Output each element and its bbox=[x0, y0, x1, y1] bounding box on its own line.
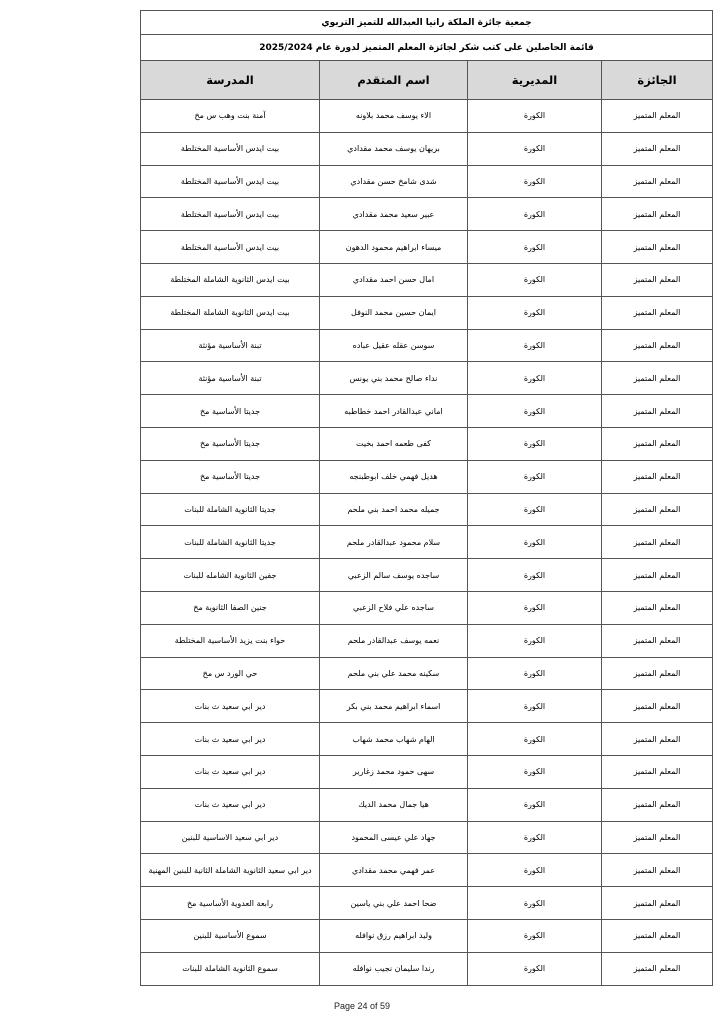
table-row bbox=[141, 821, 713, 854]
name-cell: هيا جمال محمد الديك bbox=[320, 788, 468, 821]
name-cell: عمر فهمي محمد مقدادي bbox=[320, 854, 468, 887]
directorate-cell: الكورة bbox=[468, 132, 602, 165]
column-header-school: المدرسة bbox=[141, 61, 320, 100]
table-row bbox=[141, 493, 713, 526]
directorate-cell: الكورة bbox=[468, 755, 602, 788]
school-cell: دير ابي سعيد ث بنات bbox=[141, 755, 320, 788]
school-cell: بيت ايدس الأساسية المختلطة bbox=[141, 198, 320, 231]
school-cell: تبنة الأساسية مؤنثة bbox=[141, 329, 320, 362]
table-row bbox=[141, 165, 713, 198]
directorate-cell: الكورة bbox=[468, 296, 602, 329]
school-cell: دير ابي سعيد ث بنات bbox=[141, 723, 320, 756]
directorate-cell: الكورة bbox=[468, 493, 602, 526]
subtitle-row bbox=[141, 35, 713, 61]
table-row bbox=[141, 100, 713, 133]
document-subtitle: قائمة الحاصلين على كتب شكر لجائزة المعلم المتميز لدورة عام 2025/2024 bbox=[141, 35, 713, 61]
school-cell: آمنة بنت وهب س مخ bbox=[141, 100, 320, 133]
table-row bbox=[141, 788, 713, 821]
name-cell: ميساء ابراهيم محمود الدهون bbox=[320, 231, 468, 264]
award-cell: المعلم المتميز bbox=[602, 919, 713, 952]
award-cell: المعلم المتميز bbox=[602, 296, 713, 329]
directorate-cell: الكورة bbox=[468, 231, 602, 264]
directorate-cell: الكورة bbox=[468, 821, 602, 854]
title-row bbox=[141, 11, 713, 35]
school-cell: دير ابي سعيد الاساسية للبنين bbox=[141, 821, 320, 854]
directorate-cell: الكورة bbox=[468, 329, 602, 362]
name-cell: وليد ابراهيم رزق نوافله bbox=[320, 919, 468, 952]
name-cell: نعمه يوسف عبدالقادر ملحم bbox=[320, 624, 468, 657]
award-cell: المعلم المتميز bbox=[602, 100, 713, 133]
column-header-row bbox=[141, 61, 713, 100]
page-number: Page 24 of 59 bbox=[333, 1001, 391, 1011]
school-cell: بيت ايدس الأساسية المختلطة bbox=[141, 165, 320, 198]
school-cell: بيت ايدس الأساسية المختلطة bbox=[141, 231, 320, 264]
column-header-directorate: المديرية bbox=[468, 61, 602, 100]
table-row bbox=[141, 296, 713, 329]
award-cell: المعلم المتميز bbox=[602, 657, 713, 690]
school-cell: حواء بنت يزيد الأساسية المختلطة bbox=[141, 624, 320, 657]
school-cell: بيت ايدس الأساسية المختلطة bbox=[141, 132, 320, 165]
directorate-cell: الكورة bbox=[468, 657, 602, 690]
school-cell: سموع الأساسية للبنين bbox=[141, 919, 320, 952]
table-row bbox=[141, 887, 713, 920]
name-cell: امال حسن احمد مقدادي bbox=[320, 263, 468, 296]
directorate-cell: الكورة bbox=[468, 165, 602, 198]
name-cell: جميله محمد احمد بني ملحم bbox=[320, 493, 468, 526]
award-cell: المعلم المتميز bbox=[602, 460, 713, 493]
column-header-name: اسم المتقدم bbox=[320, 61, 468, 100]
name-cell: سوسن عقله عقيل عباده bbox=[320, 329, 468, 362]
award-cell: المعلم المتميز bbox=[602, 198, 713, 231]
name-cell: ايمان حسين محمد النوفل bbox=[320, 296, 468, 329]
directorate-cell: الكورة bbox=[468, 887, 602, 920]
name-cell: نداء صالح محمد بني يونس bbox=[320, 362, 468, 395]
directorate-cell: الكورة bbox=[468, 460, 602, 493]
award-cell: المعلم المتميز bbox=[602, 821, 713, 854]
name-cell: سهى حمود محمد زغارير bbox=[320, 755, 468, 788]
name-cell: ساجده يوسف سالم الزعبي bbox=[320, 559, 468, 592]
school-cell: جديتا الأساسية مخ bbox=[141, 395, 320, 428]
directorate-cell: الكورة bbox=[468, 788, 602, 821]
directorate-cell: الكورة bbox=[468, 198, 602, 231]
table-row bbox=[141, 559, 713, 592]
name-cell: بريهان يوسف محمد مقدادي bbox=[320, 132, 468, 165]
name-cell: جهاد علي عيسى المحمود bbox=[320, 821, 468, 854]
award-cell: المعلم المتميز bbox=[602, 263, 713, 296]
name-cell: اسماء ابراهيم محمد بني بكر bbox=[320, 690, 468, 723]
name-cell: كفى طعمه احمد بخيت bbox=[320, 427, 468, 460]
name-cell: سلام محمود عبدالقادر ملحم bbox=[320, 526, 468, 559]
table-body bbox=[141, 100, 713, 986]
table-row bbox=[141, 952, 713, 985]
school-cell: حي الورد س مخ bbox=[141, 657, 320, 690]
award-table bbox=[140, 10, 713, 986]
name-cell: اماني عبدالقادر احمد خطاطبه bbox=[320, 395, 468, 428]
column-header-award: الجائزة bbox=[602, 61, 713, 100]
award-cell: المعلم المتميز bbox=[602, 427, 713, 460]
school-cell: بيت ايدس الثانوية الشاملة المختلطة bbox=[141, 263, 320, 296]
award-cell: المعلم المتميز bbox=[602, 329, 713, 362]
table-row bbox=[141, 395, 713, 428]
directorate-cell: الكورة bbox=[468, 395, 602, 428]
name-cell: هديل فهمي خلف ابوطبنجه bbox=[320, 460, 468, 493]
school-cell: جديتا الثانوية الشاملة للبنات bbox=[141, 493, 320, 526]
school-cell: جنين الصفا الثانوية مخ bbox=[141, 591, 320, 624]
table-row bbox=[141, 624, 713, 657]
school-cell: بيت ايدس الثانوية الشاملة المختلطة bbox=[141, 296, 320, 329]
directorate-cell: الكورة bbox=[468, 624, 602, 657]
table-row bbox=[141, 526, 713, 559]
directorate-cell: الكورة bbox=[468, 690, 602, 723]
table-row bbox=[141, 231, 713, 264]
award-list-sheet bbox=[140, 10, 712, 986]
table-row bbox=[141, 132, 713, 165]
school-cell: رابعة العدوية الأساسية مخ bbox=[141, 887, 320, 920]
school-cell: جديتا الأساسية مخ bbox=[141, 460, 320, 493]
award-cell: المعلم المتميز bbox=[602, 755, 713, 788]
table-row bbox=[141, 723, 713, 756]
name-cell: الاء يوسف محمد بلاونه bbox=[320, 100, 468, 133]
table-row bbox=[141, 362, 713, 395]
school-cell: دير ابي سعيد الثانوية الشاملة الثانية للبنين المهنية bbox=[141, 854, 320, 887]
document-title: جمعية جائزة الملكة رانيا العبدالله للتميز التربوي bbox=[141, 11, 713, 35]
award-cell: المعلم المتميز bbox=[602, 493, 713, 526]
table-row bbox=[141, 919, 713, 952]
directorate-cell: الكورة bbox=[468, 591, 602, 624]
table-row bbox=[141, 854, 713, 887]
directorate-cell: الكورة bbox=[468, 723, 602, 756]
table-row bbox=[141, 198, 713, 231]
table-row bbox=[141, 591, 713, 624]
award-cell: المعلم المتميز bbox=[602, 362, 713, 395]
table-row bbox=[141, 657, 713, 690]
table-row bbox=[141, 755, 713, 788]
table-row bbox=[141, 427, 713, 460]
directorate-cell: الكورة bbox=[468, 526, 602, 559]
name-cell: سكينه محمد علي بني ملحم bbox=[320, 657, 468, 690]
award-cell: المعلم المتميز bbox=[602, 952, 713, 985]
school-cell: جفين الثانوية الشامله للبنات bbox=[141, 559, 320, 592]
school-cell: تبنة الأساسية مؤنثة bbox=[141, 362, 320, 395]
name-cell: شدى شامخ حسن مقدادي bbox=[320, 165, 468, 198]
table-row bbox=[141, 690, 713, 723]
directorate-cell: الكورة bbox=[468, 559, 602, 592]
name-cell: عبير سعيد محمد مقدادي bbox=[320, 198, 468, 231]
award-cell: المعلم المتميز bbox=[602, 723, 713, 756]
award-cell: المعلم المتميز bbox=[602, 788, 713, 821]
school-cell: جديتا الثانوية الشاملة للبنات bbox=[141, 526, 320, 559]
award-cell: المعلم المتميز bbox=[602, 624, 713, 657]
directorate-cell: الكورة bbox=[468, 263, 602, 296]
name-cell: رندا سليمان نجيب نوافله bbox=[320, 952, 468, 985]
directorate-cell: الكورة bbox=[468, 362, 602, 395]
directorate-cell: الكورة bbox=[468, 919, 602, 952]
award-cell: المعلم المتميز bbox=[602, 231, 713, 264]
award-cell: المعلم المتميز bbox=[602, 132, 713, 165]
name-cell: الهام شهاب محمد شهاب bbox=[320, 723, 468, 756]
school-cell: دير ابي سعيد ث بنات bbox=[141, 690, 320, 723]
name-cell: ساجده علي فلاح الزعبي bbox=[320, 591, 468, 624]
award-cell: المعلم المتميز bbox=[602, 591, 713, 624]
award-cell: المعلم المتميز bbox=[602, 526, 713, 559]
school-cell: جديتا الأساسية مخ bbox=[141, 427, 320, 460]
directorate-cell: الكورة bbox=[468, 100, 602, 133]
directorate-cell: الكورة bbox=[468, 952, 602, 985]
award-cell: المعلم المتميز bbox=[602, 165, 713, 198]
school-cell: سموع الثانوية الشاملة للبنات bbox=[141, 952, 320, 985]
award-cell: المعلم المتميز bbox=[602, 559, 713, 592]
award-cell: المعلم المتميز bbox=[602, 395, 713, 428]
table-row bbox=[141, 329, 713, 362]
award-cell: المعلم المتميز bbox=[602, 690, 713, 723]
directorate-cell: الكورة bbox=[468, 427, 602, 460]
award-cell: المعلم المتميز bbox=[602, 854, 713, 887]
award-cell: المعلم المتميز bbox=[602, 887, 713, 920]
name-cell: ضحا احمد علي بني ياسين bbox=[320, 887, 468, 920]
table-row bbox=[141, 460, 713, 493]
school-cell: دير ابي سعيد ث بنات bbox=[141, 788, 320, 821]
directorate-cell: الكورة bbox=[468, 854, 602, 887]
table-row bbox=[141, 263, 713, 296]
